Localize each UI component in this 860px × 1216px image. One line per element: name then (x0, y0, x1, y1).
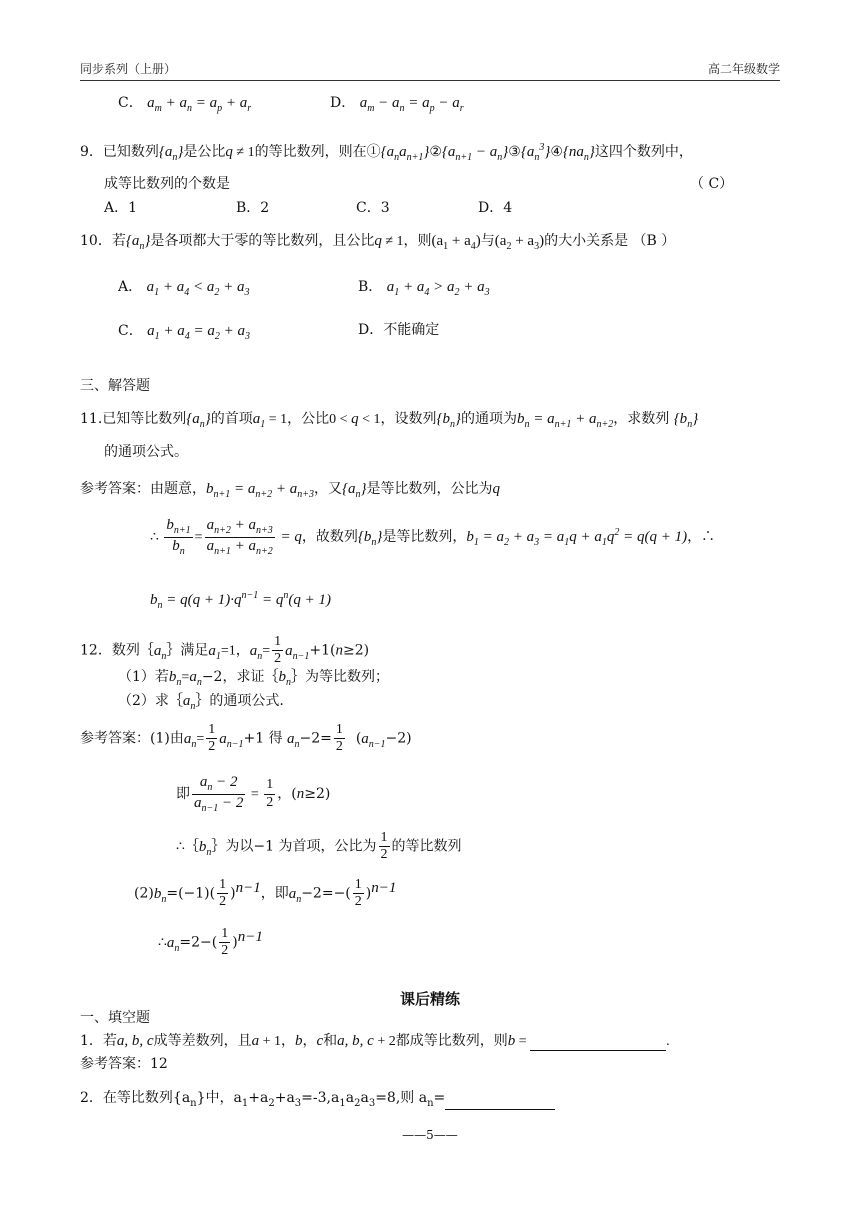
section-title-fill-blank: 一、填空题 (80, 1010, 150, 1026)
q9-line1: 9．已知数列$\{a_n\}$是公比q ≠ 1的等比数列，则在$①\{a_na_{n+1}\}②\{a_{n+1}$ − $a_n\}③\{a_n^3\}④\{na_n\}$这四个数列中， (80, 142, 693, 163)
header-rule (80, 80, 780, 81)
q12-part1: （1）若$b_n=a_n-2$，求证$\{b_n\}$为等比数列； (118, 669, 389, 688)
section-title-3: 三、解答题 (80, 378, 150, 394)
after-q1-answer: 参考答案：12 (80, 1056, 168, 1072)
q10-option-c: C． $a_1 + a_4 = a_2 + a_3$ (118, 323, 251, 342)
q10-option-d: D．不能确定 (358, 322, 440, 338)
q9-option-a: A．1 (104, 200, 138, 216)
after-q1-blank[interactable] (530, 1036, 666, 1051)
q12-answer-line1: 参考答案：(1)由$a_n=$ $\frac{1}{2}$ $a_{n-1}+1$ 得 $a_n-2=$ $\frac{1}{2}$ $(a_{n-1}-2)$ (80, 722, 412, 755)
q12-answer-line5: $\therefore a_n=2-$( $\frac{1}{2}$ )$^{n-1}$ (158, 926, 263, 959)
after-q1: 1．若a, b, c成等差数列，且a + 1，b，c和a, b, c + 2都成等比数列，则b = . (80, 1033, 670, 1049)
section-title-after-class: 课后精练 (399, 990, 460, 1008)
after-q2: 2．在等比数列$\{a_n\}$中，$a_1+a_2+a_3=-3,a_1a_2a_3=8$,则 $a_n=$ (80, 1090, 555, 1110)
q12-answer-line3: $\therefore\{b_n\}$为以−1 为首项，公比为 $\frac{1}{2}$ 的等比数列 (176, 830, 462, 863)
q8-option-d: D． $a_m - a_n = a_p - a_r$ (330, 95, 464, 114)
q12-part2: （2）求$\{a_n\}$的通项公式. (118, 693, 284, 712)
q10-stem: 10．若$\{a_n\}$是各项都大于零的等比数列，且公比q ≠ 1，则$(a_1 + a_4)$与$(a_2 + a_3)$的大小关系是 （B ） (80, 233, 676, 252)
q9-option-c: C．3 (356, 200, 390, 216)
after-q2-blank[interactable] (445, 1095, 555, 1110)
q11-stem: 11.已知等比数列$\{a_n\}$的首项$a_1 = 1$，公比0 < q < 1，设数列$\{b_n\}$的通项为$b_n = a_{n+1} + a_{n+2}$，求数列 $\{b_n\}$ (80, 411, 699, 430)
q11-stem-line2: 的通项公式。 (104, 444, 188, 460)
q10-option-b: B． $a_1 + a_4 > a_2 + a_3$ (358, 279, 490, 298)
q11-answer-line3: $b_n = q(q + 1)\cdot q^{n-1} = q^n(q + 1)$ (150, 590, 331, 611)
q9-answer: （ C） (690, 176, 734, 192)
q9-line2: 成等比数列的个数是 (104, 176, 230, 192)
header-left: 同步系列（上册） (80, 62, 177, 76)
q10-option-a: A． $a_1 + a_4 < a_2 + a_3$ (118, 279, 250, 298)
q12-answer-line4: $(2)b_n=(-1)$( $\frac{1}{2}$ )$^{n-1}$，即$a_n-2=-$( $\frac{1}{2}$ )$^{n-1}$ (134, 877, 397, 910)
q11-answer-line2: ∴ $\frac{b_{n+1}}{b_n}$ = $\frac{a_{n+2} + a_{n+3}}{a_{n+1} + a_{n+2}}$ = q，故数列$\{b_n\}$是等比数列，$b_1 = a_2 + a_3 = a_1q + a_1q^2 = q(q + 1)$，∴ (150, 517, 716, 557)
q9-option-d: D．4 (478, 200, 513, 216)
q12-stem: 12．数列$\{a_n\}$满足$a_1=1$，$a_n=$ $\frac{1}{2}$ $a_{n-1}+1(n\ge 2)$ (80, 634, 370, 667)
q8-option-c: C． $a_m + a_n = a_p + a_r$ (118, 95, 252, 114)
header-right: 高二年级数学 (707, 62, 780, 76)
page-number: ——5—— (402, 1128, 458, 1142)
q12-answer-line2: 即 $\frac{a_n - 2}{a_{n-1} - 2}$ = $\frac{1}{2}$ ，(n≥2) (176, 774, 331, 814)
q11-answer-line1: 参考答案：由题意，$b_{n+1} = a_{n+2} + a_{n+3}$，又$\{a_n\}$是等比数列，公比为q (80, 481, 500, 500)
q9-option-b: B．2 (236, 200, 270, 216)
